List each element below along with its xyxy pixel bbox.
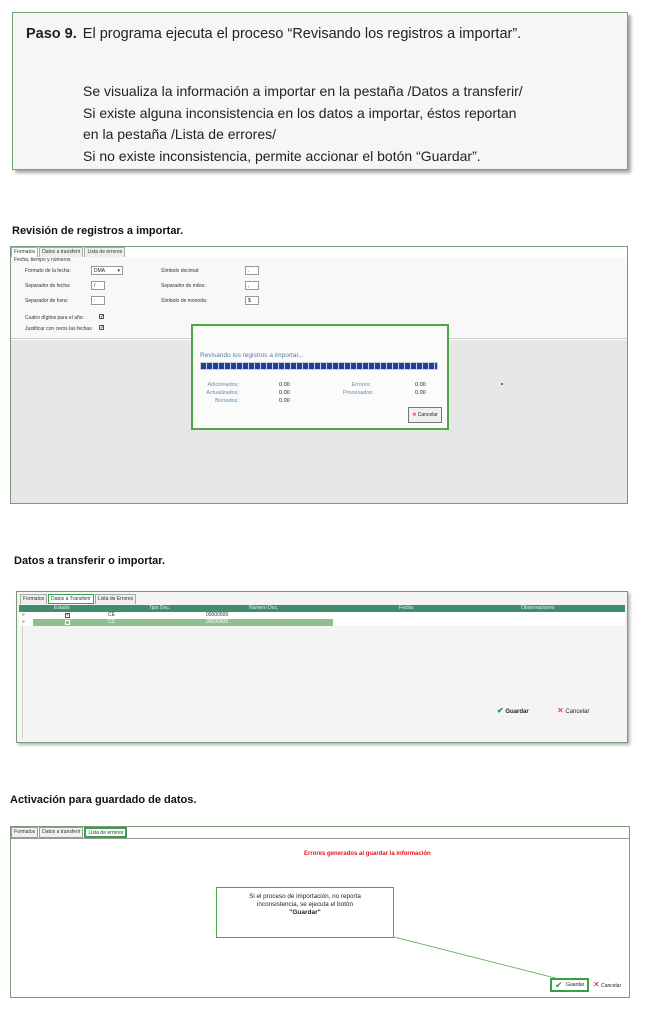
date-format-label: Formato de la fecha:	[25, 268, 71, 274]
progress-bar	[200, 362, 438, 370]
cancel-label: Cancelar	[565, 709, 590, 715]
tab-formats[interactable]: Formatos	[11, 827, 38, 838]
progress-message: Revisando los registros a importar...	[200, 352, 304, 359]
grid-header	[19, 605, 625, 612]
decimal-input[interactable]: .	[245, 266, 259, 275]
row-highlight	[33, 619, 333, 626]
row-marker: »	[22, 619, 25, 625]
errors-label: Errores:	[351, 382, 371, 388]
deleted-label: Borrados:	[215, 398, 239, 404]
table-row[interactable]	[19, 619, 625, 626]
errors-title: Errores generados al guardar la información	[304, 851, 431, 857]
updated-value: 0.00	[279, 390, 290, 396]
step-description	[83, 81, 523, 167]
errors-value: 0.00	[415, 382, 426, 388]
column-header: Observaciones	[521, 605, 555, 611]
close-icon: ✕	[593, 980, 600, 989]
step-label: Paso 9.	[26, 26, 77, 42]
group-title: Fecha, tiempo y números	[14, 257, 71, 263]
deleted-value: 0.00	[279, 398, 290, 404]
status-dot	[501, 383, 503, 385]
currency-label: Símbolo de moneda:	[161, 298, 208, 304]
tab-bar	[11, 247, 126, 257]
step-line: en la pestaña /Lista de errores/	[83, 126, 277, 142]
date-format-select[interactable]	[91, 266, 123, 275]
tab-error-list[interactable]: Lista de errores	[84, 827, 127, 838]
tab-bar	[20, 594, 137, 604]
check-icon: ✔	[497, 706, 504, 715]
step-title	[26, 26, 521, 42]
step-line: Si no existe inconsistencia, permite accionar el botón “Guardar”.	[83, 147, 481, 164]
section1-heading: Revisión de registros a importar.	[12, 225, 184, 237]
tab-formats[interactable]: Formatos	[11, 247, 38, 257]
column-header: Estado	[54, 605, 70, 611]
save-button[interactable]	[550, 978, 589, 992]
cancel-button[interactable]	[408, 407, 442, 423]
callout-line: Si el proceso de importación, no reporta	[249, 893, 361, 900]
date-separator-input[interactable]: /	[91, 281, 105, 290]
tab-data-transfer[interactable]: Datos a transferir	[39, 247, 83, 257]
time-separator-input[interactable]: :	[91, 296, 105, 305]
currency-input[interactable]: $	[245, 296, 259, 305]
section3-heading: Activación para guardado de datos.	[10, 794, 197, 806]
save-label: Guardar	[505, 709, 529, 715]
date-format-value: DMA	[94, 268, 106, 274]
callout-emphasis: "Guardar"	[289, 909, 321, 916]
updated-label: Actualizados:	[206, 390, 239, 396]
justify-checkbox[interactable]: ✓	[100, 325, 105, 331]
tab-error-list[interactable]: Lista de errores	[84, 247, 125, 257]
close-icon: ✕	[557, 706, 564, 715]
doc-number: 00000420	[206, 619, 229, 625]
transfer-screenshot	[16, 591, 628, 743]
save-label: Guardar	[566, 982, 585, 988]
progress-fill	[201, 363, 437, 369]
tab-data-transfer[interactable]: Datos a transferir	[39, 827, 83, 838]
check-icon: ✔	[555, 980, 563, 990]
review-screenshot	[10, 246, 628, 504]
chevron-down-icon: ▾	[117, 268, 120, 274]
cancel-label: Cancelar	[601, 983, 622, 989]
step-line: Se visualiza la información a importar en la pestaña /Datos a transferir/	[83, 83, 523, 99]
save-button[interactable]	[497, 706, 529, 715]
added-value: 0.00	[279, 382, 290, 388]
tab-error-list[interactable]: Lista de Errores	[95, 594, 136, 604]
column-header: Fecha	[399, 605, 413, 611]
progress-dialog	[191, 324, 449, 430]
state-checkbox[interactable]	[65, 620, 70, 625]
step-box	[12, 12, 628, 170]
step-title-text: El programa ejecuta el proceso “Revisando los registros a importar”.	[82, 26, 522, 42]
grid-divider	[22, 626, 23, 738]
four-digits-checkbox[interactable]: ✓	[100, 314, 105, 320]
processed-value: 0.00	[415, 390, 426, 396]
doc-number: 00000500	[206, 612, 229, 618]
table-row[interactable]	[19, 612, 625, 619]
added-label: Adicionados:	[207, 382, 239, 388]
save-screenshot	[10, 826, 630, 998]
state-checkbox[interactable]: ✓	[66, 612, 71, 618]
doc-type: CC	[108, 619, 116, 625]
time-separator-label: Separador de hora:	[25, 298, 69, 304]
column-header: Numero Doc.	[249, 605, 279, 611]
doc-type: CE	[108, 612, 115, 618]
thousands-label: Separador de miles:	[161, 283, 206, 289]
date-separator-label: Separador de fecha:	[25, 283, 71, 289]
row-marker: »	[22, 612, 25, 618]
section2-heading: Datos a transferir o importar.	[14, 555, 165, 567]
cancel-label: Cancelar	[417, 412, 438, 418]
cancel-button[interactable]	[593, 979, 621, 992]
column-header: Tipo Doc.	[149, 605, 171, 611]
thousands-input[interactable]: ,	[245, 281, 259, 290]
callout-connector	[11, 827, 631, 999]
callout-line: inconsistencia, se ejecuta el botón	[257, 901, 353, 908]
tab-formats[interactable]: Formatos	[20, 594, 47, 604]
grid-body	[19, 626, 625, 742]
justify-label: Justificar con ceros las fechas	[25, 326, 92, 332]
decimal-label: Símbolo decimal:	[161, 268, 200, 274]
processed-label: Procesados:	[343, 390, 374, 396]
cancel-button[interactable]	[557, 706, 589, 715]
four-digits-label: Cuatro dígitos para el año:	[25, 315, 84, 321]
tab-data-transfer[interactable]: Datos a Transferir	[48, 594, 94, 604]
close-icon: ✕	[412, 412, 417, 418]
step-line: Si existe alguna inconsistencia en los datos a importar, éstos reportan	[83, 104, 517, 121]
